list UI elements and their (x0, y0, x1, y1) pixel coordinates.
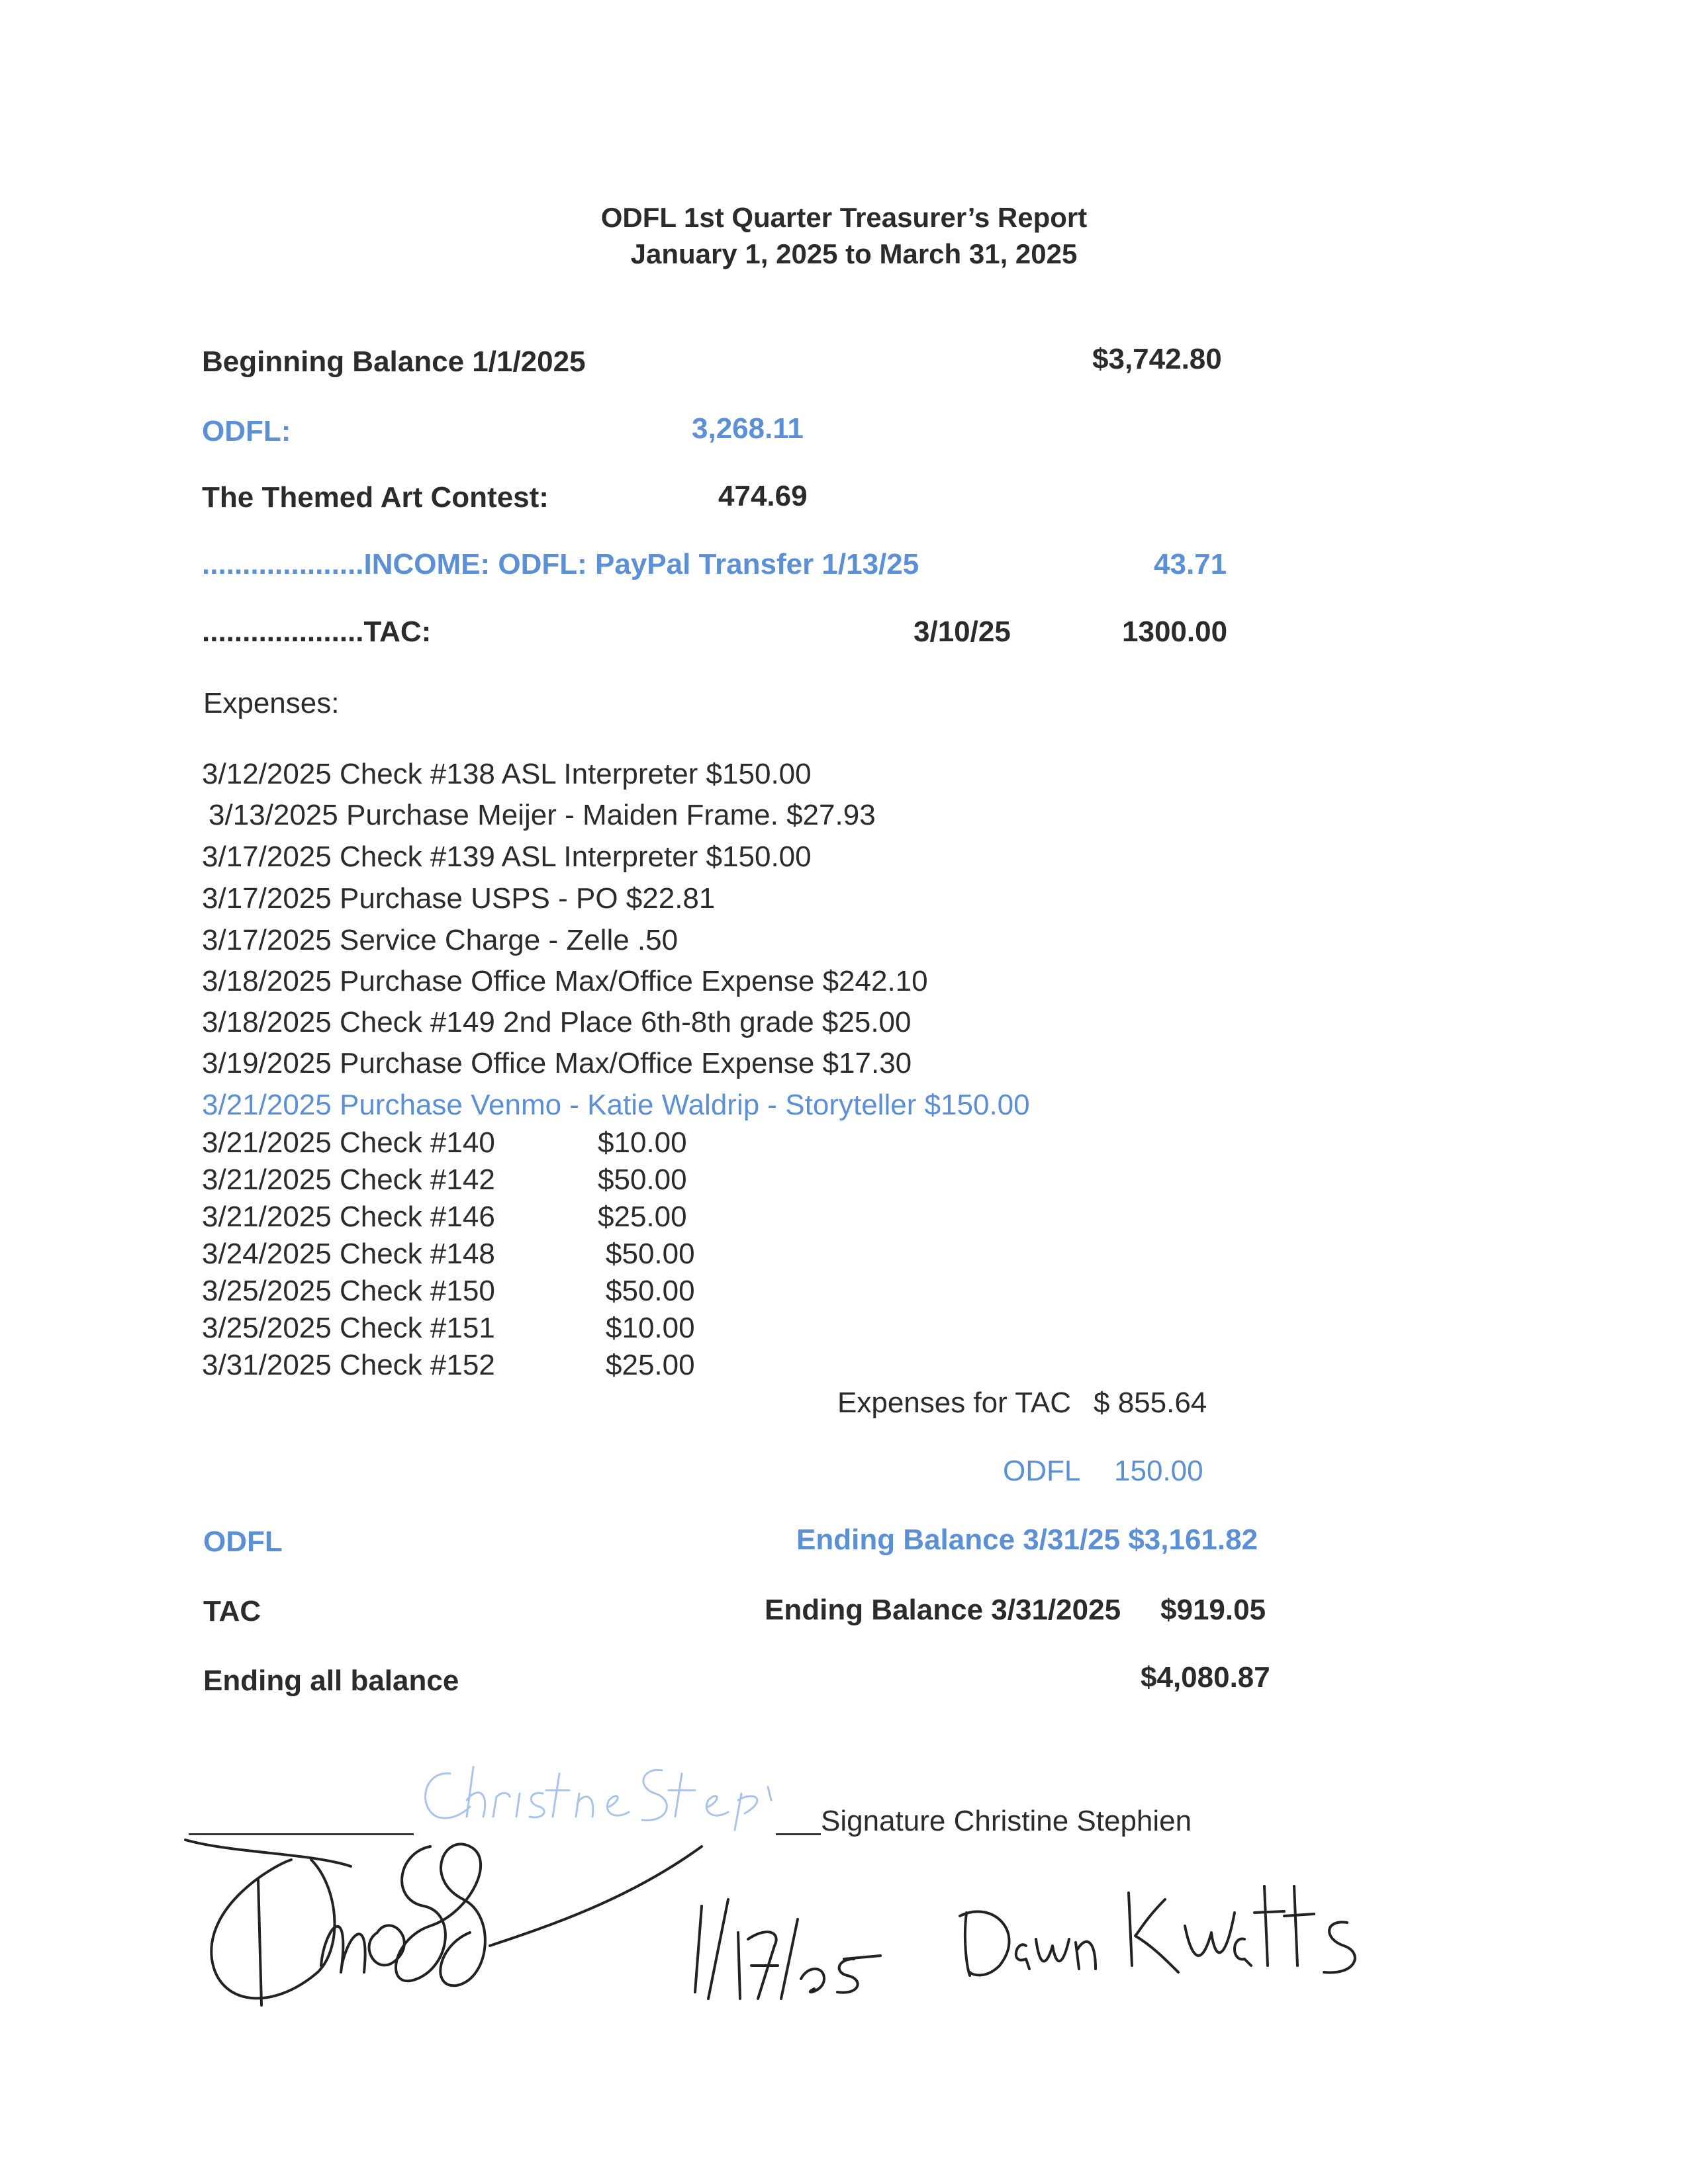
handwritten-signature-initials (179, 1807, 708, 2032)
expense-line: 3/17/2025 Check #139 ASL Interpreter $150.00 (202, 841, 812, 873)
income-tac-label: ....................TAC: (202, 615, 432, 648)
expense-line: 3/17/2025 Service Charge - Zelle .50 (202, 924, 679, 956)
ending-tac-balance-label: Ending Balance 3/31/2025 (765, 1594, 1121, 1626)
income-tac-date: 3/10/25 (914, 615, 1011, 648)
signature-label: Signature Christine Stephien (821, 1805, 1192, 1837)
check-label: 3/31/2025 Check #152 (202, 1349, 495, 1381)
ending-tac-balance-amount: $919.05 (1160, 1594, 1266, 1626)
odfl-expense-total-amount: 150.00 (1114, 1455, 1203, 1487)
expense-line: 3/12/2025 Check #138 ASL Interpreter $150.00 (202, 758, 812, 790)
ending-tac-label: TAC (203, 1595, 261, 1627)
check-label: 3/25/2025 Check #150 (202, 1275, 495, 1307)
check-label: 3/21/2025 Check #146 (202, 1201, 495, 1233)
signature-line-right (776, 1833, 821, 1835)
tac-expense-total-label: Expenses for TAC (837, 1387, 1071, 1419)
expense-line: 3/13/2025 Purchase Meijer - Maiden Frame. $27.93 (209, 799, 876, 831)
check-amount: $25.00 (598, 1201, 687, 1233)
ending-odfl-label: ODFL (203, 1525, 283, 1558)
tac-beginning-amount: 474.69 (718, 480, 808, 512)
ending-all-amount: $4,080.87 (1141, 1661, 1270, 1694)
tac-expense-total-amount: $ 855.64 (1094, 1387, 1207, 1419)
check-amount: $50.00 (606, 1238, 695, 1270)
beginning-balance-label: Beginning Balance 1/1/2025 (202, 345, 586, 378)
ending-odfl-balance: Ending Balance 3/31/25 $3,161.82 (796, 1524, 1258, 1556)
beginning-balance-amount: $3,742.80 (1092, 343, 1222, 375)
handwritten-signature-dawn-watts (953, 1860, 1370, 1992)
check-amount: $50.00 (606, 1275, 695, 1307)
ending-all-label: Ending all balance (203, 1664, 459, 1697)
check-label: 3/21/2025 Check #140 (202, 1126, 495, 1159)
report-date-range: January 1, 2025 to March 31, 2025 (630, 238, 1078, 269)
income-tac-amount: 1300.00 (1122, 615, 1228, 648)
expense-line: 3/18/2025 Purchase Office Max/Office Expense $242.10 (202, 965, 928, 997)
check-amount: $10.00 (598, 1126, 687, 1159)
expense-line: 3/17/2025 Purchase USPS - PO $22.81 (202, 882, 716, 915)
odfl-label: ODFL: (202, 415, 291, 447)
check-label: 3/25/2025 Check #151 (202, 1312, 495, 1344)
expense-line: 3/18/2025 Check #149 2nd Place 6th-8th grade $25.00 (202, 1006, 912, 1038)
expenses-heading: Expenses: (203, 687, 340, 719)
income-odfl-amount: 43.71 (1154, 548, 1227, 580)
expense-line: 3/19/2025 Purchase Office Max/Office Expense $17.30 (202, 1047, 912, 1079)
check-label: 3/21/2025 Check #142 (202, 1163, 495, 1196)
handwritten-date (682, 1880, 900, 2012)
check-amount: $50.00 (598, 1163, 687, 1196)
expense-venmo-line: 3/21/2025 Purchase Venmo - Katie Waldrip - Storyteller $150.00 (202, 1089, 1030, 1121)
check-amount: $25.00 (606, 1349, 695, 1381)
report-title: ODFL 1st Quarter Treasurer’s Report (600, 202, 1088, 233)
tac-label: The Themed Art Contest: (202, 481, 549, 514)
check-label: 3/24/2025 Check #148 (202, 1238, 495, 1270)
odfl-beginning-amount: 3,268.11 (692, 412, 804, 445)
check-amount: $10.00 (606, 1312, 695, 1344)
income-odfl-line: ....................INCOME: ODFL: PayPal Transfer 1/13/25 (202, 548, 919, 580)
odfl-expense-total-label: ODFL (1003, 1455, 1081, 1487)
